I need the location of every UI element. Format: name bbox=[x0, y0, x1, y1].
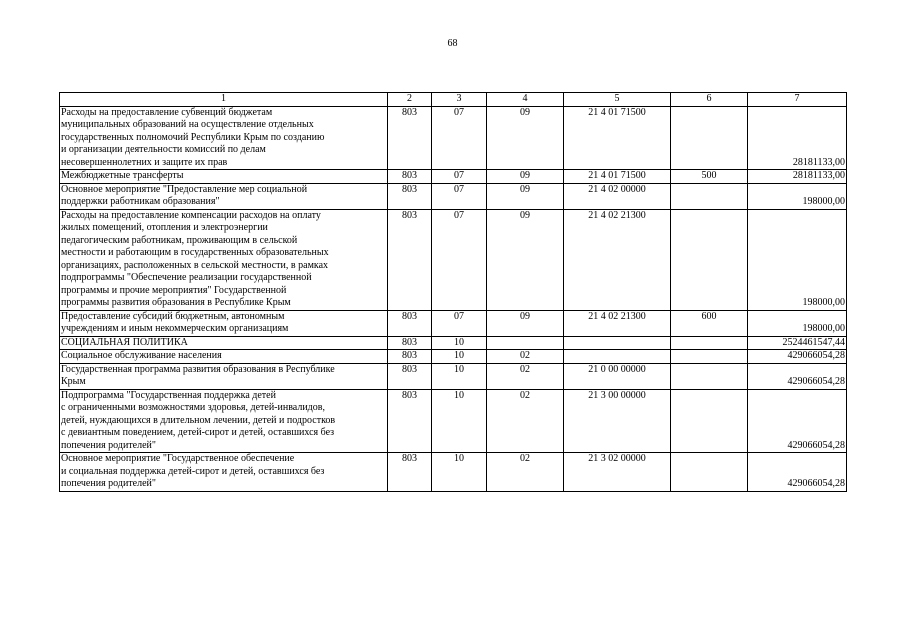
table-row bbox=[60, 350, 847, 364]
ministry-code-cell: 803 bbox=[388, 350, 432, 364]
target-item-code-cell bbox=[564, 336, 671, 350]
row-name-cell: Основное мероприятие "Предоставление мер социальной поддержки работникам образования" bbox=[60, 183, 388, 209]
expense-type-code-cell bbox=[671, 389, 748, 453]
table-row bbox=[60, 453, 847, 492]
ministry-code-cell: 803 bbox=[388, 389, 432, 453]
row-name-cell: Межбюджетные трансферты bbox=[60, 170, 388, 184]
row-name-cell: Предоставление субсидий бюджетным, автономным учреждениям и иным некоммерческим организациям bbox=[60, 310, 388, 336]
amount-cell: 198000,00 bbox=[748, 209, 847, 310]
expense-type-code-cell bbox=[671, 350, 748, 364]
amount-cell: 28181133,00 bbox=[748, 170, 847, 184]
expense-type-code-cell: 500 bbox=[671, 170, 748, 184]
amount-cell: 198000,00 bbox=[748, 310, 847, 336]
amount-cell: 429066054,28 bbox=[748, 453, 847, 492]
row-name-cell: Расходы на предоставление субвенций бюджетам муниципальных образований на осуществление отдельных государственных полномочий Республики Крым по созданию и организации деятельности комиссий по делам несовершеннолетних и защите их прав bbox=[60, 106, 388, 170]
target-item-code-cell: 21 4 01 71500 bbox=[564, 170, 671, 184]
table-header-row bbox=[60, 93, 847, 107]
table-row bbox=[60, 183, 847, 209]
subsection-code-cell: 02 bbox=[487, 453, 564, 492]
expense-type-code-cell bbox=[671, 183, 748, 209]
subsection-code-cell: 02 bbox=[487, 389, 564, 453]
table-row bbox=[60, 310, 847, 336]
target-item-code-cell: 21 4 02 00000 bbox=[564, 183, 671, 209]
table-row bbox=[60, 389, 847, 453]
row-name-cell: Расходы на предоставление компенсации расходов на оплату жилых помещений, отопления и электроэнергии педагогическим работникам, проживающим в сельской местности и работающим в государственных образовательных организациях, расположенных в сельской местности, в рамках подпрограммы "Обеспечение реализации государственной программы и прочие мероприятия" Государственной программы развития образования в Республике Крым bbox=[60, 209, 388, 310]
subsection-code-cell: 09 bbox=[487, 106, 564, 170]
subsection-code-cell: 09 bbox=[487, 310, 564, 336]
ministry-code-cell: 803 bbox=[388, 310, 432, 336]
ministry-code-cell: 803 bbox=[388, 183, 432, 209]
row-name-cell: СОЦИАЛЬНАЯ ПОЛИТИКА bbox=[60, 336, 388, 350]
target-item-code-cell: 21 3 00 00000 bbox=[564, 389, 671, 453]
target-item-code-cell bbox=[564, 350, 671, 364]
section-code-cell: 07 bbox=[432, 310, 487, 336]
header-cell: 1 bbox=[60, 93, 388, 107]
expense-type-code-cell bbox=[671, 453, 748, 492]
ministry-code-cell: 803 bbox=[388, 106, 432, 170]
ministry-code-cell: 803 bbox=[388, 453, 432, 492]
target-item-code-cell: 21 4 02 21300 bbox=[564, 310, 671, 336]
target-item-code-cell: 21 0 00 00000 bbox=[564, 363, 671, 389]
header-cell: 5 bbox=[564, 93, 671, 107]
table-row bbox=[60, 363, 847, 389]
amount-cell: 429066054,28 bbox=[748, 350, 847, 364]
row-name-cell: Основное мероприятие "Государственное обеспечение и социальная поддержка детей-сирот и детей, оставшихся без попечения родителей" bbox=[60, 453, 388, 492]
page-number: 68 bbox=[447, 38, 458, 49]
subsection-code-cell: 02 bbox=[487, 350, 564, 364]
amount-cell: 429066054,28 bbox=[748, 389, 847, 453]
header-cell: 7 bbox=[748, 93, 847, 107]
subsection-code-cell: 09 bbox=[487, 209, 564, 310]
table-row bbox=[60, 170, 847, 184]
header-cell: 6 bbox=[671, 93, 748, 107]
section-code-cell: 07 bbox=[432, 106, 487, 170]
header-cell: 3 bbox=[432, 93, 487, 107]
expense-type-code-cell bbox=[671, 336, 748, 350]
expense-type-code-cell bbox=[671, 209, 748, 310]
table-row bbox=[60, 209, 847, 310]
subsection-code-cell: 09 bbox=[487, 170, 564, 184]
section-code-cell: 10 bbox=[432, 363, 487, 389]
section-code-cell: 10 bbox=[432, 453, 487, 492]
row-name-cell: Социальное обслуживание населения bbox=[60, 350, 388, 364]
section-code-cell: 10 bbox=[432, 336, 487, 350]
target-item-code-cell: 21 4 01 71500 bbox=[564, 106, 671, 170]
row-name-cell: Подпрограмма "Государственная поддержка детей с ограниченными возможностями здоровья, детей-инвалидов, детей, нуждающихся в длительном лечении, детей и подростков с девиантным поведением, детей-сирот и детей, оставшихся без попечения родителей" bbox=[60, 389, 388, 453]
ministry-code-cell: 803 bbox=[388, 363, 432, 389]
amount-cell: 198000,00 bbox=[748, 183, 847, 209]
section-code-cell: 07 bbox=[432, 170, 487, 184]
target-item-code-cell: 21 3 02 00000 bbox=[564, 453, 671, 492]
expense-type-code-cell: 600 bbox=[671, 310, 748, 336]
section-code-cell: 10 bbox=[432, 389, 487, 453]
section-code-cell: 10 bbox=[432, 350, 487, 364]
ministry-code-cell: 803 bbox=[388, 170, 432, 184]
subsection-code-cell bbox=[487, 336, 564, 350]
amount-cell: 2524461547,44 bbox=[748, 336, 847, 350]
table-row bbox=[60, 106, 847, 170]
section-code-cell: 07 bbox=[432, 209, 487, 310]
section-code-cell: 07 bbox=[432, 183, 487, 209]
subsection-code-cell: 09 bbox=[487, 183, 564, 209]
ministry-code-cell: 803 bbox=[388, 209, 432, 310]
expense-type-code-cell bbox=[671, 106, 748, 170]
amount-cell: 28181133,00 bbox=[748, 106, 847, 170]
ministry-code-cell: 803 bbox=[388, 336, 432, 350]
amount-cell: 429066054,28 bbox=[748, 363, 847, 389]
target-item-code-cell: 21 4 02 21300 bbox=[564, 209, 671, 310]
row-name-cell: Государственная программа развития образования в Республике Крым bbox=[60, 363, 388, 389]
expense-type-code-cell bbox=[671, 363, 748, 389]
table-row bbox=[60, 336, 847, 350]
header-cell: 4 bbox=[487, 93, 564, 107]
header-cell: 2 bbox=[388, 93, 432, 107]
budget-table bbox=[59, 92, 847, 492]
subsection-code-cell: 02 bbox=[487, 363, 564, 389]
